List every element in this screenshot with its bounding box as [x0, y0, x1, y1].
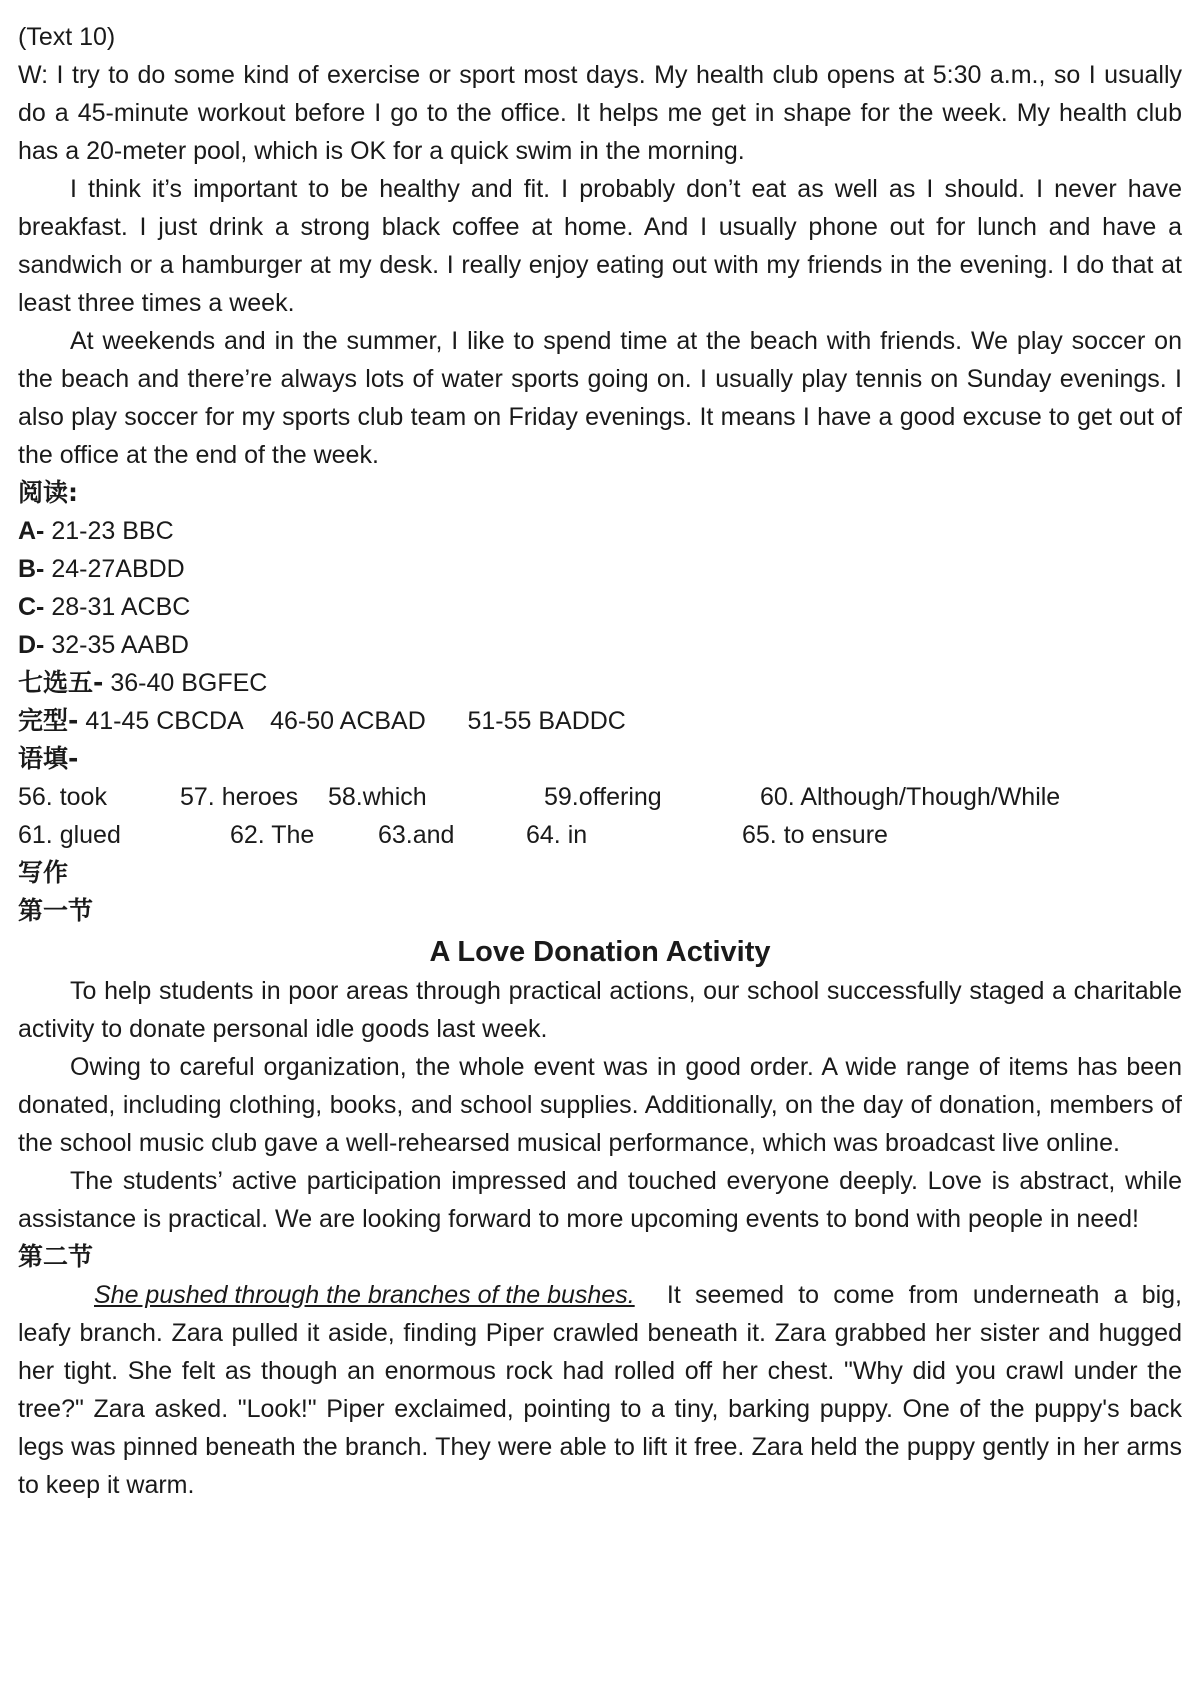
reading-answer-d-text: 32-35 AABD: [44, 631, 189, 659]
grammar-answer-61: 61. glued: [18, 821, 121, 849]
seven-choose-five-label: 七选五-: [18, 668, 104, 697]
reading-answer-a-text: 21-23 BBC: [44, 517, 174, 545]
seven-choose-five-answer: [18, 664, 1182, 702]
text10-paragraph-3: At weekends and in the summer, I like to spend time at the beach with friends. We play soccer on the beach and there’re always lots of water sports going on. I usually play tennis on Sunday evenings. I also play soccer for my sports club team on Friday evenings. It means I have a good excuse to get out of the office at the end of the week.: [18, 327, 1182, 469]
reading-tag-c: C-: [18, 593, 45, 621]
reading-answer-c-text: 28-31 ACBC: [44, 593, 191, 621]
continuation-given-sentence: She pushed through the branches of the bushes.: [94, 1281, 635, 1309]
continuation-paragraph: [18, 1276, 1182, 1504]
grammar-fill-label: 语填-: [18, 744, 79, 773]
text10-header: (Text 10): [18, 23, 116, 51]
grammar-answer-64: 64. in: [526, 821, 588, 849]
essay-paragraph-3: The students’ active participation impressed and touched everyone deeply. Love is abstract, while assistance is practical. We are looking forward to more upcoming events to bond with people in need!: [18, 1167, 1182, 1233]
grammar-answer-58: 58.which: [328, 783, 427, 811]
cloze-text: 41-45 CBCDA 46-50 ACBAD 51-55 BADDC: [78, 707, 626, 735]
reading-answer-a: [18, 512, 1182, 550]
writing-label: 写作: [18, 858, 69, 887]
reading-answer-b-text: 24-27ABDD: [44, 555, 185, 583]
reading-answer-d: [18, 626, 1182, 664]
cloze-label: 完型-: [18, 706, 79, 735]
grammar-answers-row-1: [18, 778, 1182, 816]
grammar-answer-59: 59.offering: [544, 783, 662, 811]
reading-tag-d: D-: [18, 631, 45, 659]
writing-section-2-label: 第二节: [18, 1242, 94, 1271]
reading-label: 阅读:: [18, 478, 78, 507]
grammar-answer-56: 56. took: [18, 783, 107, 811]
text10-paragraph-2: I think it’s important to be healthy and fit. I probably don’t eat as well as I should. I never have breakfast. I just drink a strong black coffee at home. And I usually phone out for lunch and have a sandwich or a hamburger at my desk. I really enjoy eating out with my friends in the evening. I do that at least three times a week.: [18, 175, 1182, 317]
grammar-answer-63: 63.and: [378, 821, 455, 849]
essay-title: A Love Donation Activity: [429, 936, 771, 968]
seven-choose-five-text: 36-40 BGFEC: [103, 669, 268, 697]
reading-tag-a: A-: [18, 517, 45, 545]
grammar-answer-60: 60. Although/Though/While: [760, 783, 1061, 811]
cloze-answer: [18, 702, 1182, 740]
grammar-answer-57: 57. heroes: [180, 783, 299, 811]
writing-section-1-label: 第一节: [18, 896, 94, 925]
essay-paragraph-2: Owing to careful organization, the whole event was in good order. A wide range of items has been donated, including clothing, books, and school supplies. Additionally, on the day of donation, members of the school music club gave a well-rehearsed musical performance, which was broadcast live online.: [18, 1053, 1182, 1157]
grammar-answer-65: 65. to ensure: [742, 821, 888, 849]
essay-paragraph-1: To help students in poor areas through practical actions, our school successfully staged a charitable activity to donate personal idle goods last week.: [18, 977, 1182, 1043]
reading-answer-b: [18, 550, 1182, 588]
reading-tag-b: B-: [18, 555, 45, 583]
grammar-answers-row-2: [18, 816, 1182, 854]
text10-paragraph-1: W: I try to do some kind of exercise or sport most days. My health club opens at 5:30 a.m., so I usually do a 45-minute workout before I go to the office. It helps me get in shape for the week. My health club has a 20-meter pool, which is OK for a quick swim in the morning.: [18, 61, 1182, 165]
grammar-answer-62: 62. The: [230, 821, 315, 849]
continuation-text: It seemed to come from underneath a big, leafy branch. Zara pulled it aside, finding Piper crawled beneath it. Zara grabbed her sister and hugged her tight. She felt as though an enormous rock had rolled off her chest. "Why did you crawl under the tree?" Zara asked. "Look!" Piper exclaimed, pointing to a tiny, barking puppy. One of the puppy's back legs was pinned beneath the branch. They were able to lift it free. Zara held the puppy gently in her arms to keep it warm.: [18, 1281, 1182, 1499]
reading-answer-c: [18, 588, 1182, 626]
